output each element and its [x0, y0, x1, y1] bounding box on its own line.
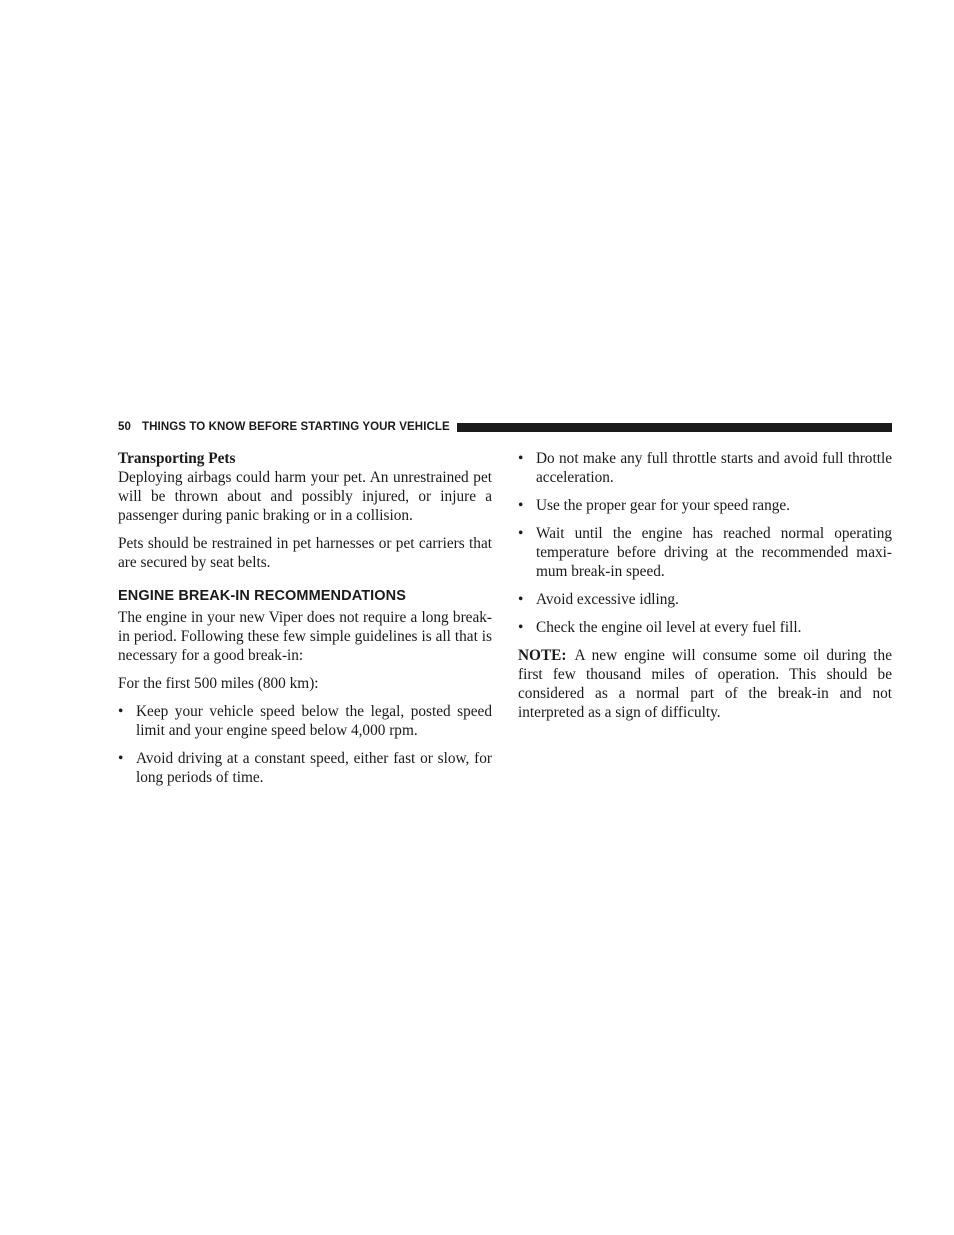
chapter-title: THINGS TO KNOW BEFORE STARTING YOUR VEHICLE	[142, 421, 450, 433]
paragraph-first-miles: For the first 500 miles (800 km):	[118, 675, 319, 692]
list-item	[518, 590, 892, 609]
list-item-text: Wait until the engine has reached normal operating temperature before driving at the recommended maxi-mum break-in speed.	[536, 525, 892, 580]
bullet-icon: •	[518, 450, 524, 467]
bullet-icon: •	[518, 525, 524, 542]
bullet-icon: •	[518, 591, 524, 608]
note-text: A new engine will consume some oil during the first few thousand miles of operation. This should be considered as a normal part of the break-in and not interpreted as a sign of difficulty.	[518, 647, 892, 721]
list-item	[518, 618, 892, 637]
paragraph-break-in-intro: The engine in your new Viper does not require a long break-in period. Following these few simple guidelines is all that is necessary for a good break-in:	[118, 609, 492, 664]
bullet-icon: •	[118, 703, 124, 720]
list-item	[518, 496, 892, 515]
list-item	[118, 702, 492, 740]
list-item-text: Do not make any full throttle starts and avoid full throttle acceleration.	[536, 450, 892, 486]
note-label: NOTE:	[518, 647, 567, 664]
section-heading-engine-break-in: ENGINE BREAK-IN RECOMMENDATIONS	[118, 588, 407, 604]
page-header	[118, 419, 892, 435]
paragraph-airbags-pets: Deploying airbags could harm your pet. An unrestrained pet will be thrown about and possibly injured, or injure a passenger during panic braking or in a collision.	[118, 469, 492, 524]
bullet-icon: •	[518, 497, 524, 514]
header-rule	[457, 423, 892, 432]
right-column	[518, 449, 892, 731]
list-item	[518, 449, 892, 487]
list-item-text: Check the engine oil level at every fuel fill.	[536, 619, 802, 636]
page-number: 50	[118, 421, 131, 433]
subheading-transporting-pets: Transporting Pets	[118, 450, 236, 467]
list-item	[118, 749, 492, 787]
bullet-icon: •	[518, 619, 524, 636]
list-item-text: Use the proper gear for your speed range.	[536, 497, 790, 514]
left-bullet-list	[118, 702, 492, 787]
list-item-text: Avoid excessive idling.	[536, 591, 679, 608]
bullet-icon: •	[118, 750, 124, 767]
list-item-text: Keep your vehicle speed below the legal, posted speed limit and your engine speed below 4,000 rpm.	[136, 703, 492, 739]
left-column	[118, 449, 492, 796]
right-bullet-list	[518, 449, 892, 637]
note-paragraph	[518, 646, 892, 722]
list-item	[518, 524, 892, 581]
paragraph-pet-restraints: Pets should be restrained in pet harnesses or pet carriers that are secured by seat belts.	[118, 535, 492, 571]
list-item-text: Avoid driving at a constant speed, either fast or slow, for long periods of time.	[136, 750, 492, 786]
